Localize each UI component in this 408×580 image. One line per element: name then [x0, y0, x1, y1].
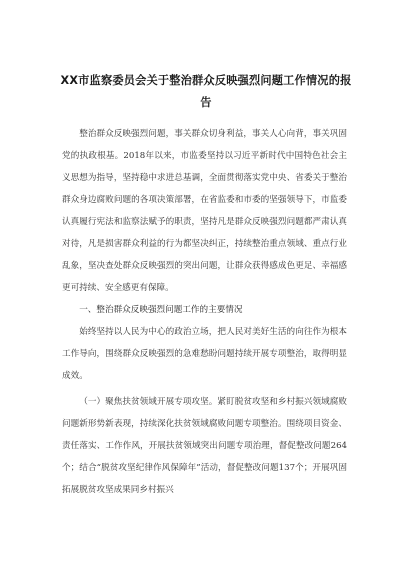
document-title: XX市监察委员会关于整治群众反映强烈问题工作情况的报告 [60, 74, 352, 109]
subsection-paragraph: （一）聚焦扶贫领域开展专项攻坚。紧盯脱贫攻坚和乡村振兴领域腐败问题新形势新表现，持续深化扶贫领域腐败问题专项整治。围绕项目资金、责任落实、工作作风，开展扶贫领域突出问题专项治理，督促整改问题264个；结合“脱贫攻坚纪律作风保障年”活动，督促整改问题137个；开展巩固拓展脱贫攻坚成果同乡村振兴 [62, 397, 347, 495]
intro-paragraph: 整治群众反映强烈问题，事关群众切身利益，事关人心向背，事关巩固党的执政根基。2018年以来，市监委坚持以习近平新时代中国特色社会主义思想为指导，坚持稳中求进总基调，全面贯彻落实党中央、省委关于整治群众身边腐败问题的各项决策部署，在省监委和市委的坚强领导下，市监委认真履行宪法和监察法赋予的职责，坚持凡是群众反映强烈问题都严肃认真对待，凡是损害群众利益的行为都坚决纠正，持续整治重点领域、重点行业乱象，坚决查处群众反映强烈的突出问题，让群众获得感成色更足、幸福感更可持续、安全感更有保障。 [62, 129, 347, 293]
document-body [62, 123, 347, 501]
section-paragraph: 始终坚持以人民为中心的政治立场，把人民对美好生活的向往作为根本工作导向，围绕群众反映强烈的急难愁盼问题持续开展专项整治，取得明显成效。 [62, 327, 347, 381]
section-heading: 一、整治群众反映强烈问题工作的主要情况 [79, 305, 243, 315]
